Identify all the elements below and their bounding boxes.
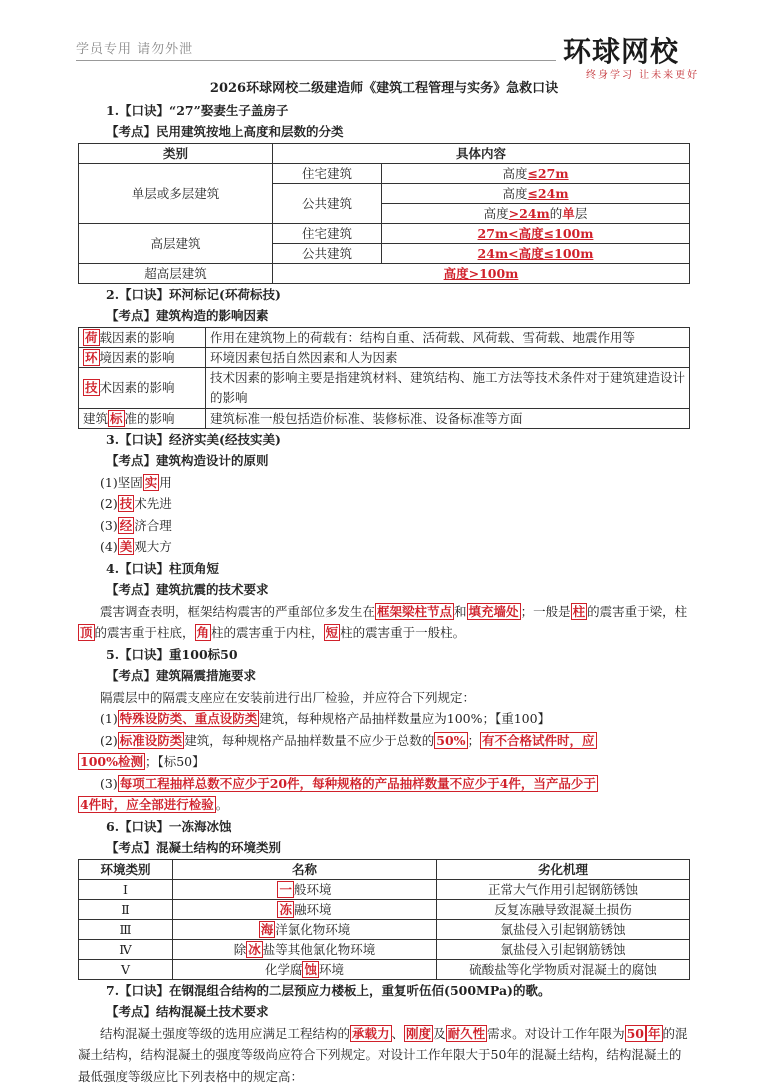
s5-item-1: (1) 特殊设防类、重点设防类 建筑，每种规格产品抽样数量应为100%；【重100】: [78, 708, 690, 730]
public-label: 公共建筑: [273, 183, 382, 223]
factor-desc: 技术因素的影响主要是指建筑材料、建筑结构、施工方法等技术条件对于建筑建造设计的影响: [206, 367, 690, 408]
factor-label: 建筑 标 准的影响: [79, 408, 206, 428]
building-height-table: [78, 143, 690, 284]
s5-item-2-cont: 100%检测 ；【标50】: [78, 751, 690, 773]
col-category: 类别: [79, 143, 273, 163]
s4-paragraph: 震害调查表明，框架结构震害的严重部位多发生在 框架梁柱节点 和 填充墙处 ；一般是 柱 的震害重于梁，柱顶 的震害重于柱底， 角 柱的震害重于内柱， 短 柱的震害重于一般柱。: [78, 601, 690, 644]
s5-kaodian: 【考点】建筑隔震措施要求: [78, 665, 690, 687]
s5-item-3: (3) 每项工程抽样总数不应少于20件，每种规格的产品抽样数量不应少于4件，当产品少于: [78, 773, 690, 795]
influence-factors-table: [78, 327, 690, 429]
s5-heading: 5.【口诀】重100标50: [78, 644, 690, 666]
category-super-high: 超高层建筑: [79, 263, 273, 283]
cell-r3: 高度>24m的单层: [382, 203, 690, 223]
s7-kaodian: 【考点】结构混凝土技术要求: [78, 1001, 690, 1023]
s3-kaodian: 【考点】建筑构造设计的原则: [78, 450, 690, 472]
brand-slogan: 终身学习 让未来更好: [586, 66, 699, 81]
public-label: 公共建筑: [273, 243, 382, 263]
s3-heading: 3.【口诀】经济实美(经技实美): [78, 429, 690, 451]
environment-class-table: [78, 859, 690, 980]
s7-paragraph: 结构混凝土强度等级的选用应满足工程结构的 承载力 、 刚度 及 耐久性 需求。对设计工作年限为 50 年 的混凝土结构，结构混凝土的强度等级尚应符合下列规定。对设计工作年限大于50年的混凝土结构，结构混凝土的最低强度等级应比下列表格中的规定高：: [78, 1023, 690, 1087]
residential-label: 住宅建筑: [273, 163, 382, 183]
header-divider: [76, 60, 556, 61]
s4-kaodian: 【考点】建筑抗震的技术要求: [78, 579, 690, 601]
col-mechanism: 劣化机理: [437, 859, 690, 879]
page-header: [0, 0, 758, 72]
s6-heading: 6.【口诀】一冻海冰蚀: [78, 816, 690, 838]
document-title: 2026环球网校二级建造师《建筑工程管理与实务》急救口诀: [78, 78, 690, 100]
cell-r1: 高度≤27m: [382, 163, 690, 183]
principle-item: (2) 技 术先进: [78, 493, 690, 515]
table-row: Ⅱ 冻 融环境 反复冻融导致混凝土损伤: [79, 899, 690, 919]
col-env-name: 名称: [173, 859, 437, 879]
col-content: 具体内容: [273, 143, 690, 163]
document-body: [78, 78, 690, 1087]
principle-item: (1)坚固 实 用: [78, 472, 690, 494]
table-row: Ⅰ 一 般环境 正常大气作用引起钢筋锈蚀: [79, 879, 690, 899]
category-high: 高层建筑: [79, 223, 273, 263]
category-low: 单层或多层建筑: [79, 163, 273, 223]
table-row: Ⅳ 除 冰 盐等其他氯化物环境 氯盐侵入引起钢筋锈蚀: [79, 939, 690, 959]
s5-item-3-cont: 4件时，应全部进行检验 。: [78, 794, 690, 816]
brand-logo: 环球网校: [563, 30, 679, 70]
s2-heading: 2.【口诀】环河标记(环荷标技): [78, 284, 690, 306]
s6-kaodian: 【考点】混凝土结构的环境类别: [78, 837, 690, 859]
table-row: Ⅴ 化学腐 蚀 环境 硫酸盐等化学物质对混凝土的腐蚀: [79, 959, 690, 979]
s1-kaodian: 【考点】民用建筑按地上高度和层数的分类: [78, 121, 690, 143]
s1-heading: 1.【口诀】“27”娶妻生子盖房子: [78, 100, 690, 122]
factor-desc: 建筑标准一般包括造价标准、装修标准、设备标准等方面: [206, 408, 690, 428]
principle-item: (3) 经 济合理: [78, 515, 690, 537]
principle-item: (4) 美 观大方: [78, 536, 690, 558]
factor-label: 技 术因素的影响: [79, 367, 206, 408]
cell-r4: 27m<高度≤100m: [382, 223, 690, 243]
header-notice: 学员专用 请勿外泄: [76, 38, 193, 57]
s7-heading: 7.【口诀】在钢混组合结构的二层预应力楼板上，重复听伍佰(500MPa)的歌。: [78, 980, 690, 1002]
factor-label: 环 境因素的影响: [79, 347, 206, 367]
factor-label: 荷 载因素的影响: [79, 327, 206, 347]
s5-intro: 隔震层中的隔震支座应在安装前进行出厂检验，并应符合下列规定：: [78, 687, 690, 709]
col-env-class: 环境类别: [79, 859, 173, 879]
factor-desc: 作用在建筑物上的荷载有：结构自重、活荷载、风荷载、雪荷载、地震作用等: [206, 327, 690, 347]
cell-r5: 24m<高度≤100m: [382, 243, 690, 263]
factor-desc: 环境因素包括自然因素和人为因素: [206, 347, 690, 367]
s4-heading: 4.【口诀】柱顶角短: [78, 558, 690, 580]
cell-r2: 高度≤24m: [382, 183, 690, 203]
s2-kaodian: 【考点】建筑构造的影响因素: [78, 305, 690, 327]
residential-label: 住宅建筑: [273, 223, 382, 243]
table-row: Ⅲ 海 洋氯化物环境 氯盐侵入引起钢筋锈蚀: [79, 919, 690, 939]
cell-r6: 高度>100m: [273, 263, 690, 283]
s5-item-2: (2) 标准设防类 建筑，每种规格产品抽样数量不应少于总数的 50% ； 有不合格试件时，应: [78, 730, 690, 752]
